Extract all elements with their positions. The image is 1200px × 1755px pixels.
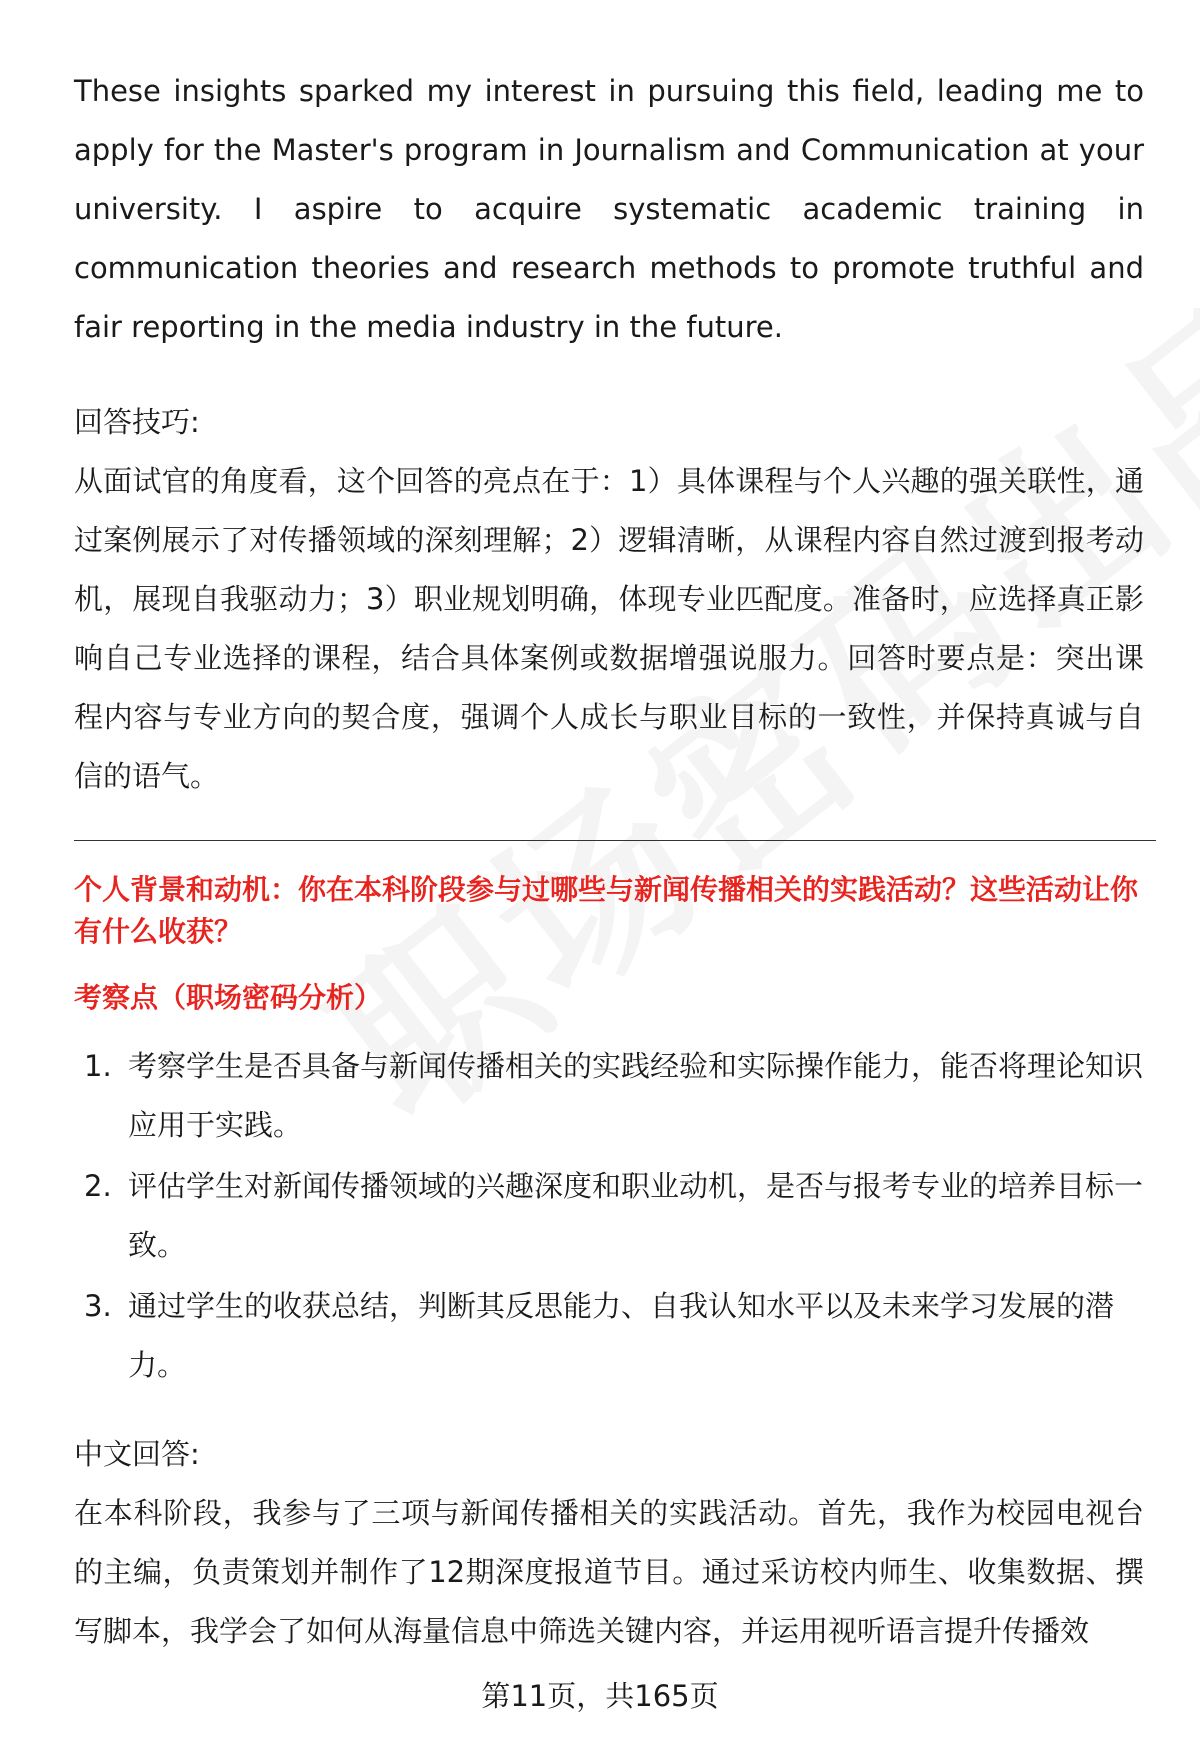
analysis-points-list <box>74 1037 1144 1395</box>
spacer <box>74 953 1144 977</box>
tips-label: 回答技巧: <box>74 405 200 439</box>
chinese-answer-label: 中文回答: <box>74 1437 200 1471</box>
chinese-answer-text: 在本科阶段，我参与了三项与新闻传播相关的实践活动。首先，我作为校园电视台的主编，负责策划并制作了12期深度报道节目。通过采访校内师生、收集数据、撰写脚本，我学会了如何从海量信息中筛选关键内容，并运用视听语言提升传播效 <box>74 1496 1144 1648</box>
analysis-heading: 考察点（职场密码分析） <box>74 981 383 1014</box>
list-item <box>74 1277 1144 1395</box>
page-footer: 第11页，共165页 <box>481 1679 719 1713</box>
spacer <box>74 1019 1144 1037</box>
list-item <box>74 1157 1144 1275</box>
spacer <box>74 1397 1144 1425</box>
tips-text: 从面试官的角度看，这个回答的亮点在于：1）具体课程与个人兴趣的强关联性，通过案例展示了对传播领域的深刻理解；2）逻辑清晰，从课程内容自然过渡到报考动机，展现自我驱动力；3）职业规划明确，体现专业匹配度。准备时，应选择真正影响自己专业选择的课程，结合具体案例或数据增强说服力。回答时要点是：突出课程内容与专业方向的契合度，强调个人成长与职业目标的一致性，并保持真诚与自信的语气。 <box>74 464 1144 793</box>
spacer <box>74 806 1144 840</box>
list-number: 2. <box>84 1169 112 1203</box>
document-page <box>74 62 1144 1661</box>
list-item-text: 通过学生的收获总结，判断其反思能力、自我认知水平以及未来学习发展的潜力。 <box>128 1289 1115 1382</box>
intro-paragraph: These insights sparked my interest in pursuing this field, leading me to apply for the Master's program in Journalism and Communication at your university. I aspire to acquire systematic academic training in communication theories and research methods to promote truthful and fair reporting in the media industry in the future. <box>74 74 1144 344</box>
list-number: 3. <box>84 1289 112 1323</box>
question-heading: 个人背景和动机：你在本科阶段参与过哪些与新闻传播相关的实践活动？这些活动让你有什么收获？ <box>74 873 1139 948</box>
list-number: 1. <box>84 1049 112 1083</box>
chinese-answer-section <box>74 1425 1144 1661</box>
list-item-text: 评估学生对新闻传播领域的兴趣深度和职业动机，是否与报考专业的培养目标一致。 <box>128 1169 1144 1262</box>
spacer <box>74 841 1144 869</box>
list-item <box>74 1037 1144 1155</box>
spacer <box>74 357 1144 393</box>
list-item-text: 考察学生是否具备与新闻传播相关的实践经验和实际操作能力，能否将理论知识应用于实践。 <box>128 1049 1144 1142</box>
tips-section <box>74 393 1144 806</box>
